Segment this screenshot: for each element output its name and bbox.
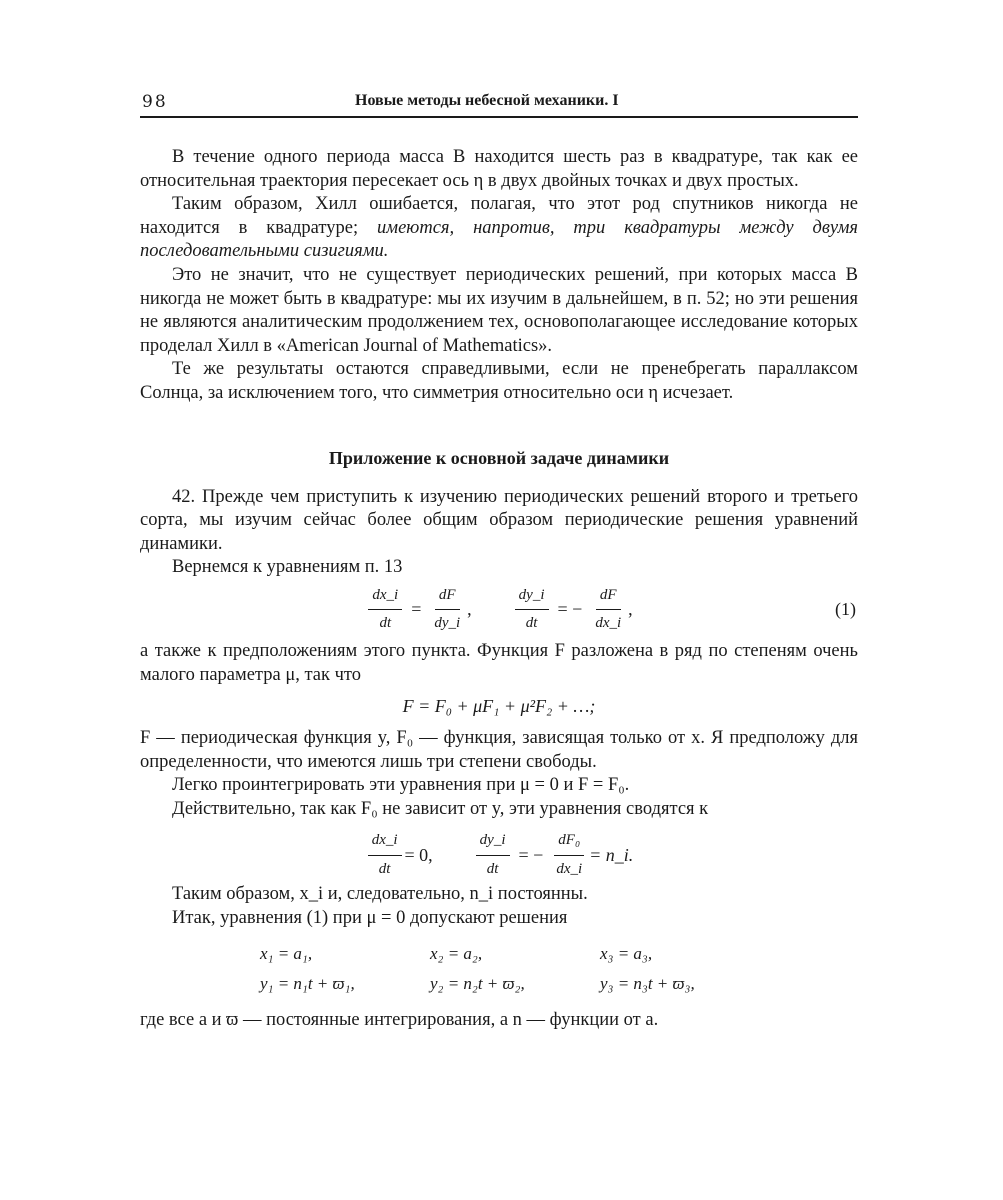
italic-phrase: имеются, напротив, три квадратуры между двумя последовательными сизигиями. — [140, 217, 859, 262]
paragraph-periodic-solutions: Это не значит, что не существует периодических решений, при которых масса B никогда не может быть в квадратуре: мы их изучим в дальнейшем, в п. 52; но эти решения не являются аналитическим продолжением тех, основополагающее исследование которых проделал Хилл в «American Journal of Mathematics». — [140, 264, 858, 356]
paragraph-hill-mistake — [140, 193, 858, 264]
frac-dF-dxi: $\frac{dF}{dx\_i}$ — [591, 584, 625, 636]
running-header — [140, 90, 858, 118]
paragraph-quadrature: В течение одного периода масса B находится шесть раз в квадратуре, так как ее относительная траектория пересекает ось η в двух двойных точках и двух простых. — [140, 147, 858, 191]
paragraph-parallax: Те же результаты остаются справедливыми, если не пренебрегать параллаксом Солнца, за исключением того, что симметрия относительно оси η исчезает. — [140, 359, 858, 403]
frac-dyi-dt: $\frac{dy\_i}{dt}$ — [515, 584, 549, 636]
paragraph-return: Вернемся к уравнениям п. 13 — [172, 557, 403, 578]
expansion-text: F = F₀ + μF₁ + μ²F₂ + …; — [402, 696, 596, 717]
frac-dF-dyi: $\frac{dF}{dy\_i}$ — [430, 584, 464, 636]
paragraph-so: Итак, уравнения (1) при μ = 0 допускают решения — [172, 908, 568, 929]
body-text — [140, 146, 858, 1032]
paragraph-periodic-function: F — периодическая функция y, F₀ — функция, зависящая только от x. Я предположу для определенности, что имеются лишь три степени свободы. — [140, 728, 858, 772]
solutions-block — [260, 939, 780, 999]
frac-dxi-dt: $\frac{dx\_i}{dt}$ — [368, 584, 402, 636]
expansion-formula — [140, 687, 858, 727]
page-number: 98 — [142, 92, 168, 112]
equation-number: (1) — [835, 599, 856, 620]
paragraph-indeed: Действительно, так как F₀ не зависит от y, эти уравнения сводятся к — [172, 798, 709, 819]
solutions-row-y: y₁ = n₁t + ϖ₁, y₂ = n₂t + ϖ₂, y₃ = n₃t + ϖ₃, — [260, 973, 695, 993]
equation-reduced: $\frac{dx\_i}{dt}$ = 0, $\frac{dy\_i}{dt}$ = − $\frac{\text{dF₀}}{dx\_i}$ = n_i. — [140, 827, 858, 883]
paragraph-thus: Таким образом, x_i и, следовательно, n_i постоянны. — [172, 884, 588, 905]
paragraph-42: 42. Прежде чем приступить к изучению периодических решений второго и третьего сорта, мы изучим сейчас более общим образом периодические решения уравнений динамики. — [140, 486, 858, 554]
paragraph-constants: где все a и ϖ — постоянные интегрирования, а n — функции от a. — [140, 1009, 659, 1030]
paragraph-after-eq1: а также к предположениям этого пункта. Функция F разложена в ряд по степеням очень малого параметра μ, так что — [140, 640, 858, 685]
solutions-row-x: x₁ = a₁, x₂ = a₂, x₃ = a₃, — [260, 943, 653, 963]
frac-dyi-dt-2: $\frac{dy\_i}{dt}$ — [476, 829, 510, 881]
section-heading: Приложение к основной задаче динамики — [328, 447, 670, 468]
hill-mistake-text: Таким образом, Хилл ошибается, полагая, что этот род спутников никогда не находится в квадратуре; — [140, 194, 858, 238]
running-title: Новые методы небесной механики. I — [355, 92, 619, 109]
frac-dF0-dxi: $\frac{\text{dF₀}}{dx\_i}$ — [552, 829, 586, 881]
frac-dxi-dt-2: $\frac{dx\_i}{dt}$ — [368, 829, 402, 881]
equation-1: $\frac{dx\_i}{dt}$ = $\frac{dF}{dy\_i}$ , $\frac{dy\_i}{dt}$ = − $\frac{dF}{dx\_i}$ , (1) — [140, 580, 858, 640]
paragraph-easy: Легко проинтегрировать эти уравнения при μ = 0 и F = F₀. — [172, 775, 630, 796]
